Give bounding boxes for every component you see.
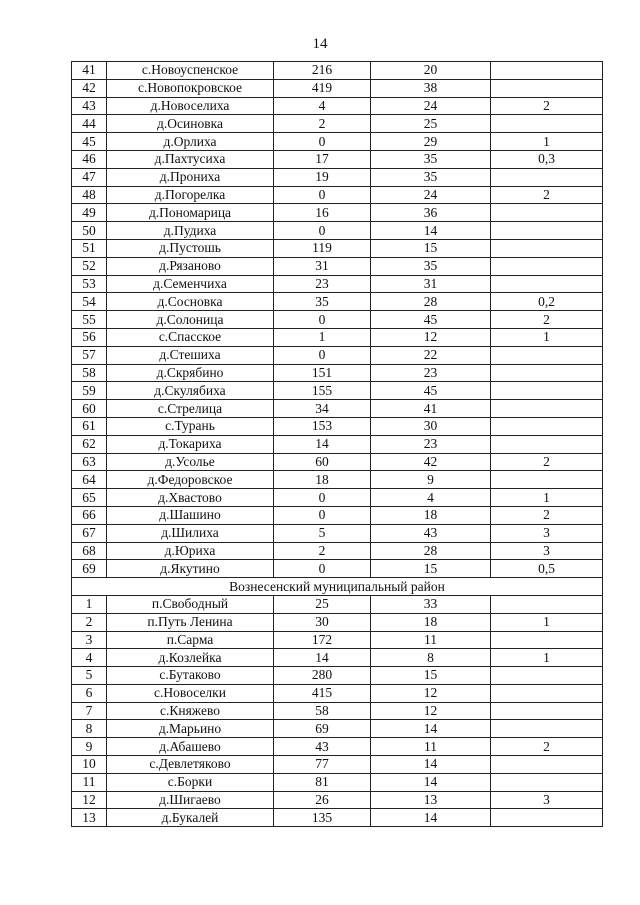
table-row: [72, 257, 603, 275]
table-row: [72, 702, 603, 720]
value-col-b: 35: [371, 257, 491, 275]
section-header-row: [72, 578, 603, 596]
value-col-b: 28: [371, 542, 491, 560]
value-col-a: 26: [274, 791, 371, 809]
value-col-a: 14: [274, 435, 371, 453]
row-number: 58: [72, 364, 107, 382]
value-col-a: 280: [274, 667, 371, 685]
value-col-a: 16: [274, 204, 371, 222]
value-col-b: 23: [371, 364, 491, 382]
value-col-c: [491, 720, 603, 738]
value-col-b: 38: [371, 79, 491, 97]
row-number: 62: [72, 435, 107, 453]
table-body: [72, 62, 603, 827]
value-col-b: 31: [371, 275, 491, 293]
table-row: [72, 542, 603, 560]
table-row: [72, 417, 603, 435]
value-col-b: 35: [371, 168, 491, 186]
value-col-b: 24: [371, 186, 491, 204]
value-col-a: 135: [274, 809, 371, 827]
value-col-a: 25: [274, 595, 371, 613]
table-row: [72, 453, 603, 471]
row-number: 52: [72, 257, 107, 275]
settlement-name: д.Осиновка: [107, 115, 274, 133]
value-col-c: [491, 364, 603, 382]
value-col-a: 0: [274, 311, 371, 329]
table-row: [72, 400, 603, 418]
value-col-b: 18: [371, 506, 491, 524]
table-row: [72, 97, 603, 115]
value-col-c: 1: [491, 649, 603, 667]
value-col-a: 2: [274, 542, 371, 560]
row-number: 49: [72, 204, 107, 222]
value-col-a: 0: [274, 489, 371, 507]
settlement-name: д.Прониха: [107, 168, 274, 186]
value-col-a: 0: [274, 186, 371, 204]
value-col-a: 58: [274, 702, 371, 720]
value-col-b: 8: [371, 649, 491, 667]
value-col-b: 12: [371, 702, 491, 720]
value-col-c: [491, 79, 603, 97]
value-col-c: [491, 684, 603, 702]
settlement-name: д.Погорелка: [107, 186, 274, 204]
row-number: 53: [72, 275, 107, 293]
table-row: [72, 204, 603, 222]
settlement-name: п.Сарма: [107, 631, 274, 649]
value-col-b: 4: [371, 489, 491, 507]
value-col-b: 11: [371, 631, 491, 649]
row-number: 45: [72, 133, 107, 151]
settlements-table: [71, 61, 603, 827]
value-col-c: 0,3: [491, 150, 603, 168]
table-row: [72, 79, 603, 97]
table-row: [72, 311, 603, 329]
table-row: [72, 186, 603, 204]
value-col-a: 43: [274, 738, 371, 756]
value-col-b: 45: [371, 311, 491, 329]
row-number: 54: [72, 293, 107, 311]
value-col-b: 18: [371, 613, 491, 631]
value-col-a: 60: [274, 453, 371, 471]
value-col-a: 155: [274, 382, 371, 400]
settlement-name: д.Якутино: [107, 560, 274, 578]
row-number: 3: [72, 631, 107, 649]
row-number: 6: [72, 684, 107, 702]
settlement-name: д.Пустошь: [107, 239, 274, 257]
value-col-b: 42: [371, 453, 491, 471]
value-col-b: 15: [371, 239, 491, 257]
settlement-name: с.Спасское: [107, 328, 274, 346]
value-col-a: 153: [274, 417, 371, 435]
table-row: [72, 133, 603, 151]
value-col-c: [491, 667, 603, 685]
value-col-a: 0: [274, 133, 371, 151]
table-row: [72, 506, 603, 524]
settlement-name: д.Усолье: [107, 453, 274, 471]
settlement-name: д.Новоселиха: [107, 97, 274, 115]
table-row: [72, 720, 603, 738]
value-col-a: 17: [274, 150, 371, 168]
value-col-c: 2: [491, 97, 603, 115]
settlement-name: д.Сосновка: [107, 293, 274, 311]
value-col-c: [491, 702, 603, 720]
value-col-b: 41: [371, 400, 491, 418]
settlement-name: д.Пудиха: [107, 222, 274, 240]
value-col-a: 151: [274, 364, 371, 382]
settlement-name: с.Девлетяково: [107, 756, 274, 774]
value-col-b: 15: [371, 667, 491, 685]
table-row: [72, 809, 603, 827]
value-col-c: [491, 275, 603, 293]
value-col-c: [491, 257, 603, 275]
value-col-a: 0: [274, 560, 371, 578]
row-number: 56: [72, 328, 107, 346]
value-col-a: 5: [274, 524, 371, 542]
settlement-name: д.Федоровское: [107, 471, 274, 489]
row-number: 42: [72, 79, 107, 97]
table-row: [72, 489, 603, 507]
value-col-c: [491, 756, 603, 774]
settlement-name: д.Букалей: [107, 809, 274, 827]
row-number: 46: [72, 150, 107, 168]
table-row: [72, 595, 603, 613]
value-col-b: 14: [371, 773, 491, 791]
settlement-name: д.Шашино: [107, 506, 274, 524]
value-col-c: [491, 168, 603, 186]
value-col-a: 14: [274, 649, 371, 667]
settlement-name: с.Новопокровское: [107, 79, 274, 97]
settlement-name: д.Орлиха: [107, 133, 274, 151]
table-row: [72, 667, 603, 685]
value-col-b: 30: [371, 417, 491, 435]
value-col-a: 77: [274, 756, 371, 774]
settlement-name: д.Абашево: [107, 738, 274, 756]
row-number: 55: [72, 311, 107, 329]
table-row: [72, 791, 603, 809]
settlement-name: д.Солоница: [107, 311, 274, 329]
settlement-name: д.Семенчиха: [107, 275, 274, 293]
value-col-c: 3: [491, 542, 603, 560]
row-number: 57: [72, 346, 107, 364]
table-row: [72, 631, 603, 649]
value-col-b: 12: [371, 684, 491, 702]
settlement-name: д.Шигаево: [107, 791, 274, 809]
row-number: 65: [72, 489, 107, 507]
settlement-name: п.Путь Ленина: [107, 613, 274, 631]
row-number: 12: [72, 791, 107, 809]
value-col-b: 43: [371, 524, 491, 542]
table-row: [72, 773, 603, 791]
settlement-name: с.Стрелица: [107, 400, 274, 418]
value-col-a: 0: [274, 222, 371, 240]
value-col-b: 15: [371, 560, 491, 578]
table-row: [72, 239, 603, 257]
row-number: 41: [72, 62, 107, 80]
value-col-c: 1: [491, 133, 603, 151]
value-col-c: 0,5: [491, 560, 603, 578]
value-col-a: 69: [274, 720, 371, 738]
value-col-b: 12: [371, 328, 491, 346]
value-col-c: [491, 239, 603, 257]
value-col-b: 24: [371, 97, 491, 115]
settlement-name: с.Борки: [107, 773, 274, 791]
row-number: 64: [72, 471, 107, 489]
row-number: 7: [72, 702, 107, 720]
row-number: 69: [72, 560, 107, 578]
value-col-a: 34: [274, 400, 371, 418]
value-col-c: [491, 222, 603, 240]
table-row: [72, 168, 603, 186]
table-row: [72, 62, 603, 80]
table-row: [72, 738, 603, 756]
settlement-name: с.Новоуспенское: [107, 62, 274, 80]
settlement-name: д.Марьино: [107, 720, 274, 738]
settlement-name: с.Турань: [107, 417, 274, 435]
value-col-b: 29: [371, 133, 491, 151]
table-row: [72, 328, 603, 346]
table-row: [72, 613, 603, 631]
value-col-c: [491, 471, 603, 489]
value-col-b: 33: [371, 595, 491, 613]
table-row: [72, 293, 603, 311]
value-col-a: 2: [274, 115, 371, 133]
value-col-b: 22: [371, 346, 491, 364]
value-col-c: 3: [491, 524, 603, 542]
value-col-a: 419: [274, 79, 371, 97]
value-col-c: 1: [491, 328, 603, 346]
value-col-c: [491, 417, 603, 435]
settlement-name: д.Юриха: [107, 542, 274, 560]
table-row: [72, 684, 603, 702]
row-number: 66: [72, 506, 107, 524]
settlement-name: п.Свободный: [107, 595, 274, 613]
section-title: Вознесенский муниципальный район: [72, 578, 603, 596]
row-number: 50: [72, 222, 107, 240]
value-col-a: 172: [274, 631, 371, 649]
value-col-b: 45: [371, 382, 491, 400]
value-col-a: 216: [274, 62, 371, 80]
table-row: [72, 471, 603, 489]
settlement-name: д.Шилиха: [107, 524, 274, 542]
value-col-b: 11: [371, 738, 491, 756]
value-col-c: [491, 204, 603, 222]
value-col-b: 23: [371, 435, 491, 453]
row-number: 51: [72, 239, 107, 257]
row-number: 11: [72, 773, 107, 791]
value-col-c: [491, 382, 603, 400]
value-col-a: 119: [274, 239, 371, 257]
value-col-a: 18: [274, 471, 371, 489]
row-number: 2: [72, 613, 107, 631]
row-number: 60: [72, 400, 107, 418]
row-number: 67: [72, 524, 107, 542]
settlement-name: д.Рязаново: [107, 257, 274, 275]
value-col-c: 1: [491, 613, 603, 631]
value-col-a: 30: [274, 613, 371, 631]
table-row: [72, 275, 603, 293]
value-col-a: 415: [274, 684, 371, 702]
table-row: [72, 382, 603, 400]
value-col-a: 19: [274, 168, 371, 186]
value-col-b: 36: [371, 204, 491, 222]
value-col-a: 23: [274, 275, 371, 293]
value-col-b: 20: [371, 62, 491, 80]
table-row: [72, 756, 603, 774]
value-col-c: 2: [491, 453, 603, 471]
value-col-c: 2: [491, 311, 603, 329]
settlement-name: д.Токариха: [107, 435, 274, 453]
row-number: 61: [72, 417, 107, 435]
table-row: [72, 222, 603, 240]
value-col-c: [491, 595, 603, 613]
value-col-c: [491, 400, 603, 418]
table-row: [72, 150, 603, 168]
settlement-name: д.Скулябиха: [107, 382, 274, 400]
settlement-name: с.Бутаково: [107, 667, 274, 685]
row-number: 48: [72, 186, 107, 204]
value-col-c: 1: [491, 489, 603, 507]
value-col-a: 81: [274, 773, 371, 791]
value-col-c: [491, 435, 603, 453]
settlement-name: с.Княжево: [107, 702, 274, 720]
value-col-c: [491, 773, 603, 791]
row-number: 47: [72, 168, 107, 186]
table-row: [72, 649, 603, 667]
value-col-c: [491, 62, 603, 80]
value-col-c: [491, 809, 603, 827]
value-col-b: 14: [371, 809, 491, 827]
row-number: 5: [72, 667, 107, 685]
row-number: 43: [72, 97, 107, 115]
row-number: 1: [72, 595, 107, 613]
row-number: 44: [72, 115, 107, 133]
table-row: [72, 435, 603, 453]
value-col-b: 13: [371, 791, 491, 809]
page-number: 14: [312, 36, 328, 52]
value-col-a: 1: [274, 328, 371, 346]
settlement-name: д.Пахтусиха: [107, 150, 274, 168]
value-col-a: 31: [274, 257, 371, 275]
value-col-c: [491, 115, 603, 133]
settlement-name: д.Козлейка: [107, 649, 274, 667]
table-row: [72, 560, 603, 578]
value-col-c: 2: [491, 506, 603, 524]
settlement-name: с.Новоселки: [107, 684, 274, 702]
row-number: 68: [72, 542, 107, 560]
row-number: 8: [72, 720, 107, 738]
row-number: 59: [72, 382, 107, 400]
value-col-a: 0: [274, 346, 371, 364]
value-col-a: 4: [274, 97, 371, 115]
value-col-c: 2: [491, 738, 603, 756]
value-col-c: 3: [491, 791, 603, 809]
table-row: [72, 346, 603, 364]
value-col-b: 28: [371, 293, 491, 311]
value-col-b: 9: [371, 471, 491, 489]
row-number: 63: [72, 453, 107, 471]
settlement-name: д.Хвастово: [107, 489, 274, 507]
value-col-b: 25: [371, 115, 491, 133]
value-col-c: [491, 631, 603, 649]
table-row: [72, 115, 603, 133]
value-col-b: 14: [371, 222, 491, 240]
settlement-name: д.Пономарица: [107, 204, 274, 222]
row-number: 4: [72, 649, 107, 667]
value-col-c: 2: [491, 186, 603, 204]
value-col-b: 35: [371, 150, 491, 168]
settlement-name: д.Стешиха: [107, 346, 274, 364]
value-col-c: 0,2: [491, 293, 603, 311]
row-number: 13: [72, 809, 107, 827]
value-col-b: 14: [371, 720, 491, 738]
value-col-a: 35: [274, 293, 371, 311]
table-row: [72, 364, 603, 382]
value-col-c: [491, 346, 603, 364]
value-col-b: 14: [371, 756, 491, 774]
settlement-name: д.Скрябино: [107, 364, 274, 382]
value-col-a: 0: [274, 506, 371, 524]
row-number: 10: [72, 756, 107, 774]
row-number: 9: [72, 738, 107, 756]
table-row: [72, 524, 603, 542]
